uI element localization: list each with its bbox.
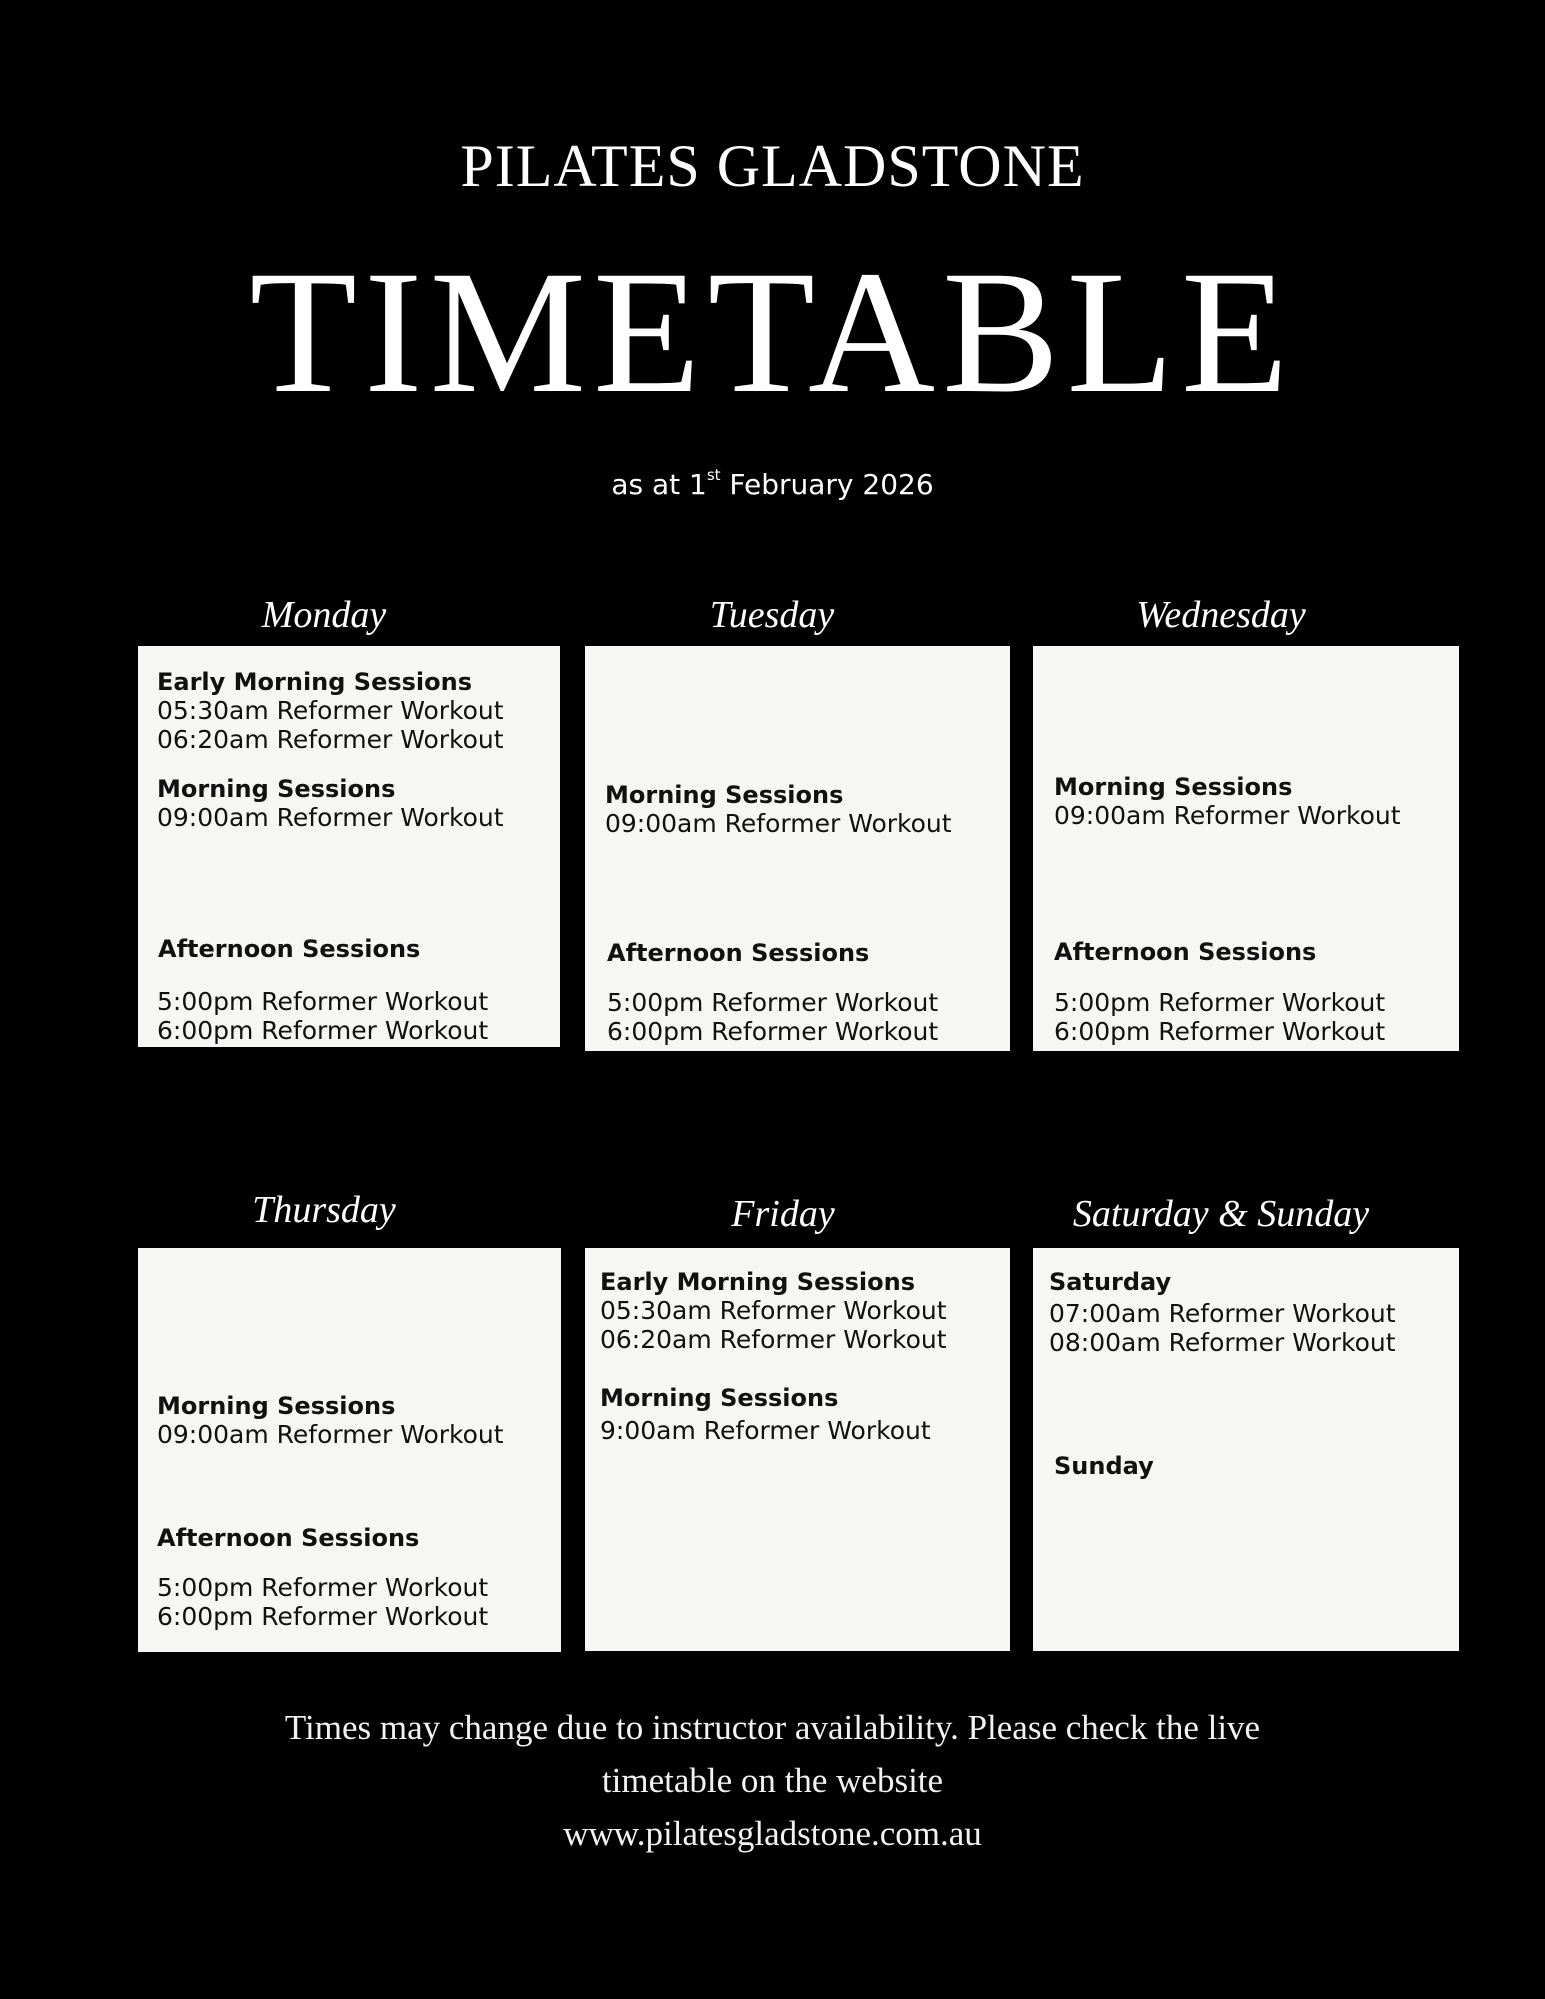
card-tuesday (585, 646, 1010, 1051)
monday-afternoon-block (158, 935, 420, 963)
footer-note (0, 1701, 1545, 1860)
thursday-afternoon-block (157, 1524, 419, 1552)
session-item: 09:00am Reformer Workout (605, 809, 952, 838)
studio-name: PILATES GLADSTONE (460, 133, 1085, 199)
session-item: 6:00pm Reformer Workout (157, 1016, 489, 1045)
day-label-monday: Monday (261, 594, 387, 636)
date-prefix: as at 1 (611, 468, 707, 501)
tuesday-afternoon-sessions (607, 988, 938, 1046)
session-item: 08:00am Reformer Workout (1049, 1328, 1396, 1357)
footer-line-2: timetable on the website (601, 1761, 944, 1800)
thursday-morning-block (157, 1392, 504, 1449)
session-item: 06:20am Reformer Workout (157, 725, 504, 754)
day-label-weekend: Saturday & Sunday (1072, 1193, 1370, 1235)
day-label-friday: Friday (731, 1193, 835, 1235)
section-title: Morning Sessions (157, 1392, 396, 1420)
monday-morning-block (157, 775, 504, 832)
wednesday-afternoon-sessions (1054, 988, 1385, 1046)
sunday-block (1054, 1452, 1154, 1480)
session-item: 5:00pm Reformer Workout (607, 988, 939, 1017)
tuesday-afternoon-block (607, 939, 869, 967)
section-title: Afternoon Sessions (1054, 938, 1317, 966)
tuesday-morning-block (605, 781, 952, 838)
day-label-tuesday: Tuesday (709, 594, 835, 636)
page-title: TIMETABLE (249, 235, 1296, 430)
section-title: Afternoon Sessions (157, 1524, 420, 1552)
section-title: Early Morning Sessions (157, 668, 473, 696)
date-ordinal: st (706, 466, 721, 484)
session-item: 6:00pm Reformer Workout (607, 1017, 939, 1046)
session-item: 6:00pm Reformer Workout (1054, 1017, 1386, 1046)
session-item: 09:00am Reformer Workout (1054, 801, 1401, 830)
session-item: 5:00pm Reformer Workout (1054, 988, 1386, 1017)
saturday-block (1049, 1268, 1396, 1357)
session-item: 9:00am Reformer Workout (600, 1416, 931, 1445)
card-weekend (1033, 1248, 1459, 1651)
wednesday-afternoon-block (1054, 938, 1316, 966)
section-title: Morning Sessions (600, 1384, 839, 1412)
section-title: Saturday (1049, 1268, 1172, 1296)
website-link[interactable]: www.pilatesgladstone.com.au (563, 1814, 982, 1853)
monday-early-block (157, 668, 504, 754)
section-title: Sunday (1054, 1452, 1154, 1480)
monday-afternoon-sessions (157, 987, 488, 1045)
section-title: Morning Sessions (157, 775, 396, 803)
session-item: 6:00pm Reformer Workout (157, 1602, 489, 1631)
day-label-wednesday: Wednesday (1136, 594, 1306, 636)
timetable-date (0, 468, 1545, 499)
friday-morning-block (600, 1384, 931, 1445)
section-title: Morning Sessions (605, 781, 844, 809)
thursday-afternoon-sessions (157, 1573, 488, 1631)
card-friday (585, 1248, 1010, 1651)
session-item: 5:00pm Reformer Workout (157, 1573, 489, 1602)
wednesday-morning-block (1054, 773, 1401, 830)
footer-line-1: Times may change due to instructor availability. Please check the live (284, 1708, 1261, 1747)
session-item: 05:30am Reformer Workout (157, 696, 504, 725)
section-title: Afternoon Sessions (607, 939, 870, 967)
session-item: 5:00pm Reformer Workout (157, 987, 489, 1016)
session-item: 06:20am Reformer Workout (600, 1325, 947, 1354)
section-title: Early Morning Sessions (600, 1268, 916, 1296)
session-item: 07:00am Reformer Workout (1049, 1299, 1396, 1328)
day-label-thursday: Thursday (252, 1189, 396, 1231)
section-title: Morning Sessions (1054, 773, 1293, 801)
section-title: Afternoon Sessions (158, 935, 421, 963)
session-item: 05:30am Reformer Workout (600, 1296, 947, 1325)
session-item: 09:00am Reformer Workout (157, 803, 504, 832)
card-thursday (138, 1248, 561, 1652)
card-monday (138, 646, 560, 1047)
session-item: 09:00am Reformer Workout (157, 1420, 504, 1449)
friday-early-block (600, 1268, 947, 1354)
card-wednesday (1033, 646, 1459, 1051)
date-suffix: February 2026 (720, 468, 934, 501)
